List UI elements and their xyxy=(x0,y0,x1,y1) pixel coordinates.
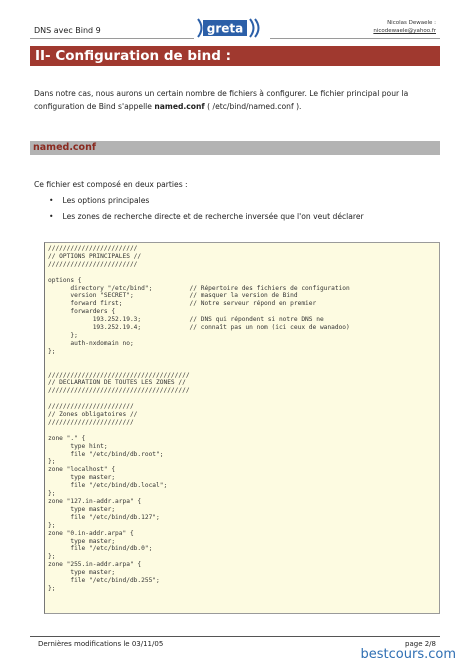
footer-last-modified: Dernières modifications le 03/11/05 xyxy=(38,640,164,648)
subsection-paragraph: Ce fichier est composé en deux parties : xyxy=(34,180,188,189)
footer-rule xyxy=(30,636,440,637)
document-header-title: DNS avec Bind 9 xyxy=(34,26,101,35)
intro-text-start: Dans notre cas, nous aurons un certain nombre de fichiers à configurer. Le fichier principal pour la configuration de Bind s'appelle xyxy=(34,89,409,111)
watermark: bestcours.com xyxy=(360,647,456,662)
author-email-link[interactable]: nicodewaele@yahoo.fr xyxy=(373,28,436,34)
header-rule-left xyxy=(30,38,194,39)
intro-paragraph xyxy=(34,87,438,113)
code-listing xyxy=(44,242,440,614)
bullet-list xyxy=(49,193,364,225)
author-block xyxy=(373,19,436,35)
logo-text: greta xyxy=(206,21,244,36)
subsection-title: named.conf xyxy=(30,141,440,155)
intro-filename: named.conf xyxy=(154,102,205,111)
header-rule-right xyxy=(270,38,440,39)
code-text: //////////////////////// // OPTIONS PRINCIPALES // //////////////////////// options { directory "/etc/bind"; // Répertoire des fichiers de configuration version "SECRET"; // masquer la version de Bind forward first; // Notre serveur répond en premier forwarders { 193.252.19.3; // DNS qui répondent si notre DNS ne 193.252.19.4; // connaît pas un nom (ici ceux de wanadoo) }; auth-nxdomain no; }; ////////////////////////////////////// // DECLARATION DE TOUTES LES ZONES // ////////////////////////////////////// /////////////////////// // Zones obligatoires // /////////////////////// zone "." { type hint; file "/etc/bind/db.root"; }; zone "localhost" { type master; file "/etc/bind/db.local"; }; zone "127.in-addr.arpa" { type master; file "/etc/bind/db.127"; }; zone "0.in-addr.arpa" { type master; file "/etc/bind/db.0"; }; zone "255.in-addr.arpa" { type master; file "/etc/bind/db.255"; }; xyxy=(48,245,350,592)
intro-text-end: ( /etc/bind/named.conf ). xyxy=(204,102,302,111)
footer-page-number: page 2/8 xyxy=(405,640,436,648)
bullet-item: • Les options principales xyxy=(49,193,364,209)
greta-logo xyxy=(195,17,267,39)
author-name: Nicolas Dewaele : xyxy=(387,20,436,26)
bullet-item: • Les zones de recherche directe et de recherche inversée que l'on veut déclarer xyxy=(49,209,364,225)
section-title: II- Configuration de bind : xyxy=(30,46,440,66)
